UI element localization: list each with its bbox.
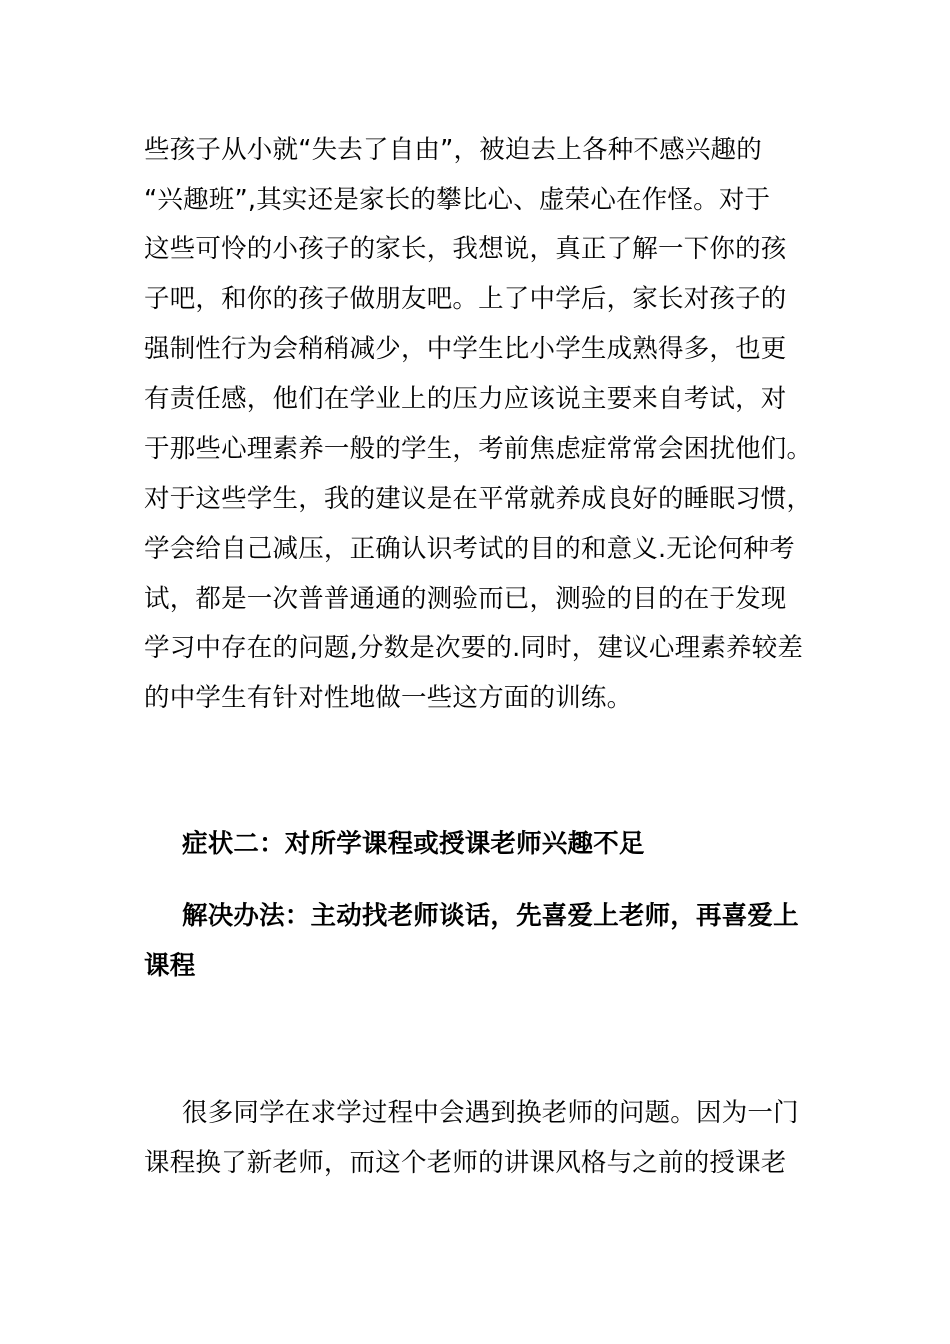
body-text-line: “兴趣班”,其实还是家长的攀比心、虚荣心在作怪。对于 <box>144 185 771 215</box>
body-text-line: 有责任感，他们在学业上的压力应该说主要来自考试，对 <box>144 384 787 414</box>
body-text-line: 强制性行为会稍稍减少，中学生比小学生成熟得多，也更 <box>144 334 787 364</box>
body-text-line: 课程换了新老师，而这个老师的讲课风格与之前的授课老 <box>144 1148 787 1178</box>
body-text-line: 学会给自己减压，正确认识考试的目的和意义.无论何种考 <box>144 534 795 564</box>
solution-heading: 解决办法：主动找老师谈话，先喜爱上老师，再喜爱上 <box>182 901 799 931</box>
body-text-line: 很多同学在求学过程中会遇到换老师的问题。因为一门 <box>182 1098 799 1128</box>
body-text-line: 于那些心理素养一般的学生，考前焦虑症常常会困扰他们。 <box>144 434 813 464</box>
body-text-line: 学习中存在的问题,分数是次要的.同时，建议心理素养较差 <box>144 633 804 663</box>
body-text-line: 子吧，和你的孩子做朋友吧。上了中学后，家长对孩子的 <box>144 284 787 314</box>
body-text-line: 对于这些学生，我的建议是在平常就养成良好的睡眠习惯， <box>144 484 813 514</box>
body-text-line: 的中学生有针对性地做一些这方面的训练。 <box>144 683 633 713</box>
solution-heading-continued: 课程 <box>144 951 196 981</box>
symptom-heading: 症状二：对所学课程或授课老师兴趣不足 <box>182 829 645 859</box>
body-text-line: 些孩子从小就“失去了自由”，被迫去上各种不感兴趣的 <box>144 135 762 165</box>
body-text-line: 试，都是一次普普通通的测验而已，测验的目的在于发现 <box>144 584 787 614</box>
body-text-line: 这些可怜的小孩子的家长，我想说，真正了解一下你的孩 <box>144 234 787 264</box>
